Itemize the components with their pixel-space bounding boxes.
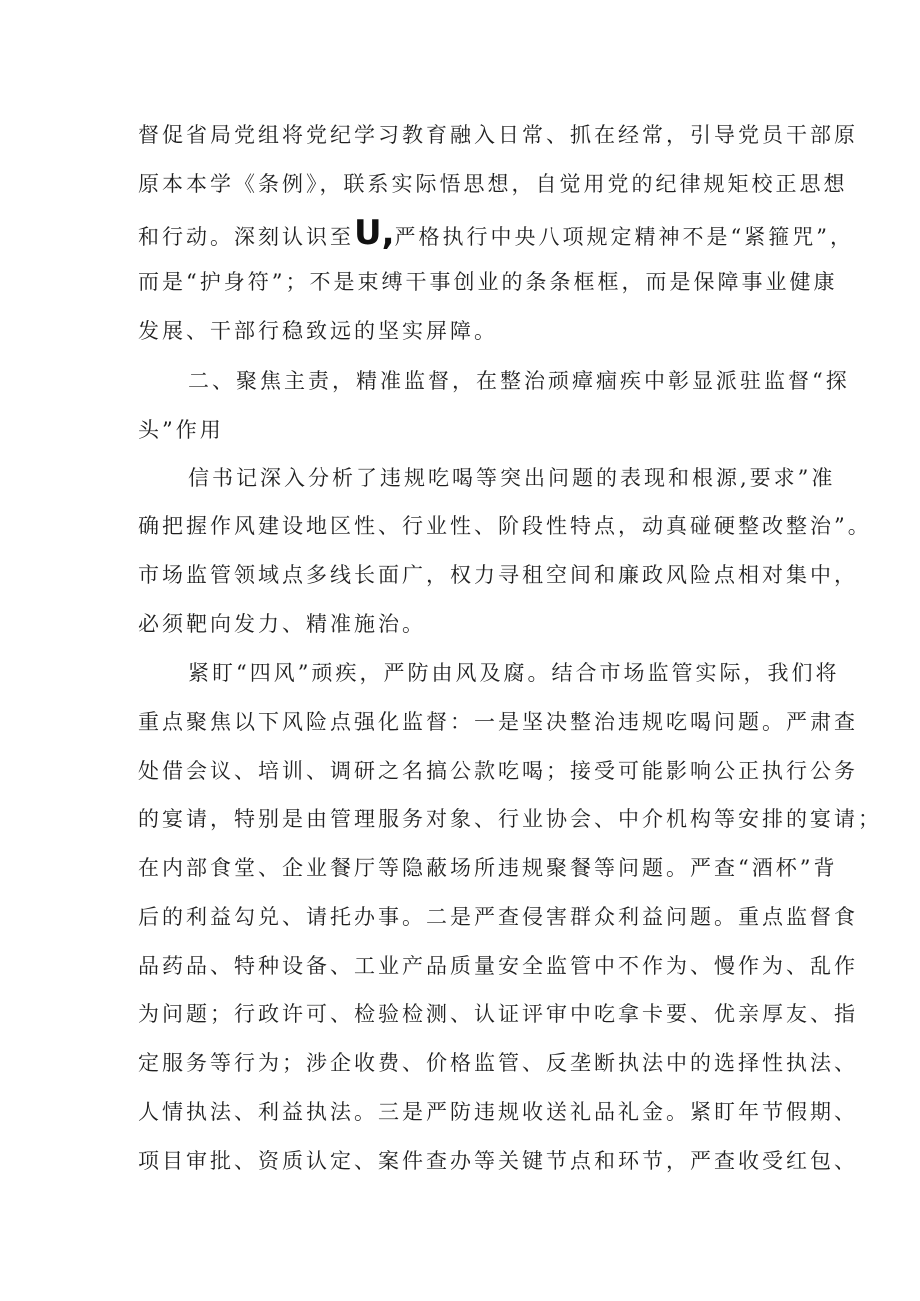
text-line: 的宴请，特别是由管理服务对象、行业协会、中介机构等安排的宴请； bbox=[138, 807, 882, 831]
text-line: 重点聚焦以下风险点强化监督：一是坚决整治违规吃喝问题。严肃查 bbox=[138, 710, 858, 734]
text-fragment: 和行动。深刻认识至 bbox=[138, 225, 354, 249]
text-line: 处借会议、培训、调研之名搞公款吃喝；接受可能影响公正执行公务 bbox=[138, 759, 858, 783]
text-line: 人情执法、利益执法。三是严防违规收送礼品礼金。紧盯年节假期、 bbox=[138, 1100, 858, 1124]
text-line: 品药品、特种设备、工业产品质量安全监管中不作为、慢作为、乱作 bbox=[138, 954, 858, 978]
text-line: 发展、干部行稳致远的坚实屏障。 bbox=[138, 319, 498, 343]
text-line: 确把握作风建设地区性、行业性、阶段性特点，动真碰硬整改整治”。 bbox=[138, 514, 872, 538]
text-line: 原本本学《条例》，联系实际悟思想，自觉用党的纪律规矩校正思想 bbox=[138, 172, 848, 196]
text-line: 在内部食堂、企业餐厅等隐蔽场所违规聚餐等问题。严查“酒杯”背 bbox=[138, 856, 838, 880]
enlarged-character: U, bbox=[354, 213, 395, 253]
text-line: 信书记深入分析了违规吃喝等突出问题的表现和根源,要求”准 bbox=[188, 466, 836, 490]
text-fragment: 严格执行中央八项规定精神不是“紧箍咒”， bbox=[394, 225, 855, 249]
text-line: 必须靶向发力、精准施治。 bbox=[138, 612, 426, 636]
text-line: 定服务等行为；涉企收费、价格监管、反垄断执法中的选择性执法、 bbox=[138, 1051, 858, 1075]
section-heading-continuation: 头”作用 bbox=[138, 418, 224, 442]
text-line: 项目审批、资质认定、案件查办等关键节点和环节，严查收受红包、 bbox=[138, 1149, 858, 1173]
text-line: 为问题；行政许可、检验检测、认证评审中吃拿卡要、优亲厚友、指 bbox=[138, 1002, 858, 1026]
text-line: 而是“护身符”；不是束缚干事创业的条条框框，而是保障事业健康 bbox=[138, 270, 838, 294]
text-line: 紧盯“四风”顽疾，严防由风及腐。结合市场监管实际，我们将 bbox=[188, 661, 840, 685]
text-line: 后的利益勾兑、请托办事。二是严查侵害群众利益问题。重点监督食 bbox=[138, 905, 858, 929]
section-heading: 二、聚焦主责，精准监督，在整治顽瘴痼疾中彰显派驻监督“探 bbox=[188, 369, 850, 393]
text-line: 督促省局党组将党纪学习教育融入日常、抓在经常，引导党员干部原 bbox=[138, 123, 858, 147]
text-line: 市场监管领域点多线长面广，权力寻租空间和廉政风险点相对集中， bbox=[138, 563, 858, 587]
text-line bbox=[138, 213, 855, 253]
